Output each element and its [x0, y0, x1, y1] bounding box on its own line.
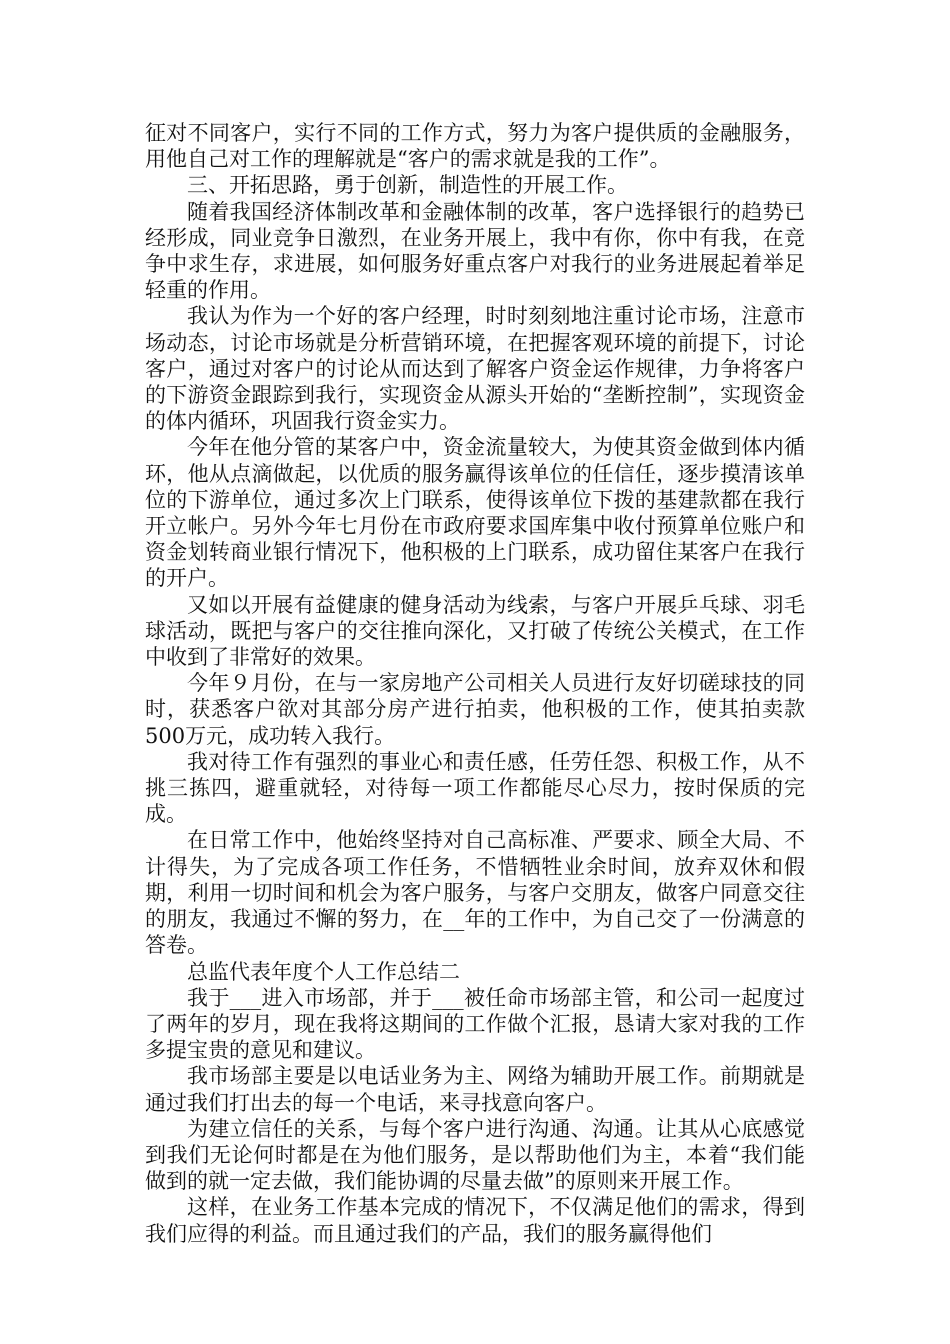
paragraph: 我于___进入市场部，并于___被任命市场部主管，和公司一起度过了两年的岁月，现在我将这期间的工作做个汇报，恳请大家对我的工作多提宝贵的意见和建议。 [145, 985, 805, 1063]
document-page [145, 120, 805, 1247]
paragraph-continuation: 征对不同客户，实行不同的工作方式，努力为客户提供质的金融服务，用他自己对工作的理解就是“客户的需求就是我的工作”。 [145, 121, 805, 172]
paragraph: 我认为作为一个好的客户经理，时时刻刻地注重讨论市场，注意市场动态，讨论市场就是分析营销环境，在把握客观环境的前提下，讨论客户，通过对客户的讨论从而达到了解客户资金运作规律，力争将客户的下游资金跟踪到我行，实现资金从源头开始的“垄断控制”，实现资金的体内循环，巩固我行资金实力。 [145, 304, 805, 434]
paragraph: 我市场部主要是以电话业务为主、网络为辅助开展工作。前期就是通过我们打出去的每一个电话，来寻找意向客户。 [145, 1064, 805, 1115]
paragraph: 今年在他分管的某客户中，资金流量较大，为使其资金做到体内循环，他从点滴做起，以优质的服务赢得该单位的任信任，逐步摸清该单位的下游单位，通过多次上门联系，使得该单位下拨的基建款都在我行开立帐户。另外今年七月份在市政府要求国库集中收付预算单位账户和资金划转商业银行情况下，他积极的上门联系，成功留住某客户在我行的开户。 [145, 435, 805, 591]
paragraph: 为建立信任的关系，与每个客户进行沟通、沟通。让其从心底感觉到我们无论何时都是在为他们服务，是以帮助他们为主，本着“我们能做到的就一定去做，我们能协调的尽量去做”的原则来开展工作。 [145, 1116, 805, 1194]
paragraph: 这样，在业务工作基本完成的情况下，不仅满足他们的需求，得到我们应得的利益。而且通过我们的产品，我们的服务赢得他们 [145, 1195, 805, 1246]
paragraph: 我对待工作有强烈的事业心和责任感，任劳任怨、积极工作，从不挑三拣四，避重就轻，对待每一项工作都能尽心尽力，按时保质的完成。 [145, 749, 805, 827]
paragraph: 今年９月份，在与一家房地产公司相关人员进行友好切磋球技的同时，获悉客户欲对其部分房产进行拍卖，他积极的工作，使其拍卖款500万元，成功转入我行。 [145, 671, 805, 748]
section-title: 总监代表年度个人工作总结二 [187, 959, 460, 984]
paragraph: 在日常工作中，他始终坚持对自己高标准、严要求、顾全大局、不计得失，为了完成各项工作任务，不惜牺牲业余时间，放弃双休和假期，利用一切时间和机会为客户服务，与客户交朋友，做客户同意交往的朋友，我通过不懈的努力，在__年的工作中，为自己交了一份满意的答卷。 [145, 828, 805, 958]
paragraph: 随着我国经济体制改革和金融体制的改革，客户选择银行的趋势已经形成，同业竞争日激烈，在业务开展上，我中有你，你中有我，在竞争中求生存，求进展，如何服务好重点客户对我行的业务进展起着举足轻重的作用。 [145, 199, 805, 303]
paragraph: 又如以开展有益健康的健身活动为线索，与客户开展乒乓球、羽毛球活动，既把与客户的交往推向深化，又打破了传统公关模式，在工作中收到了非常好的效果。 [145, 592, 805, 670]
section-heading: 三、开拓思路，勇于创新，制造性的开展工作。 [187, 173, 628, 198]
